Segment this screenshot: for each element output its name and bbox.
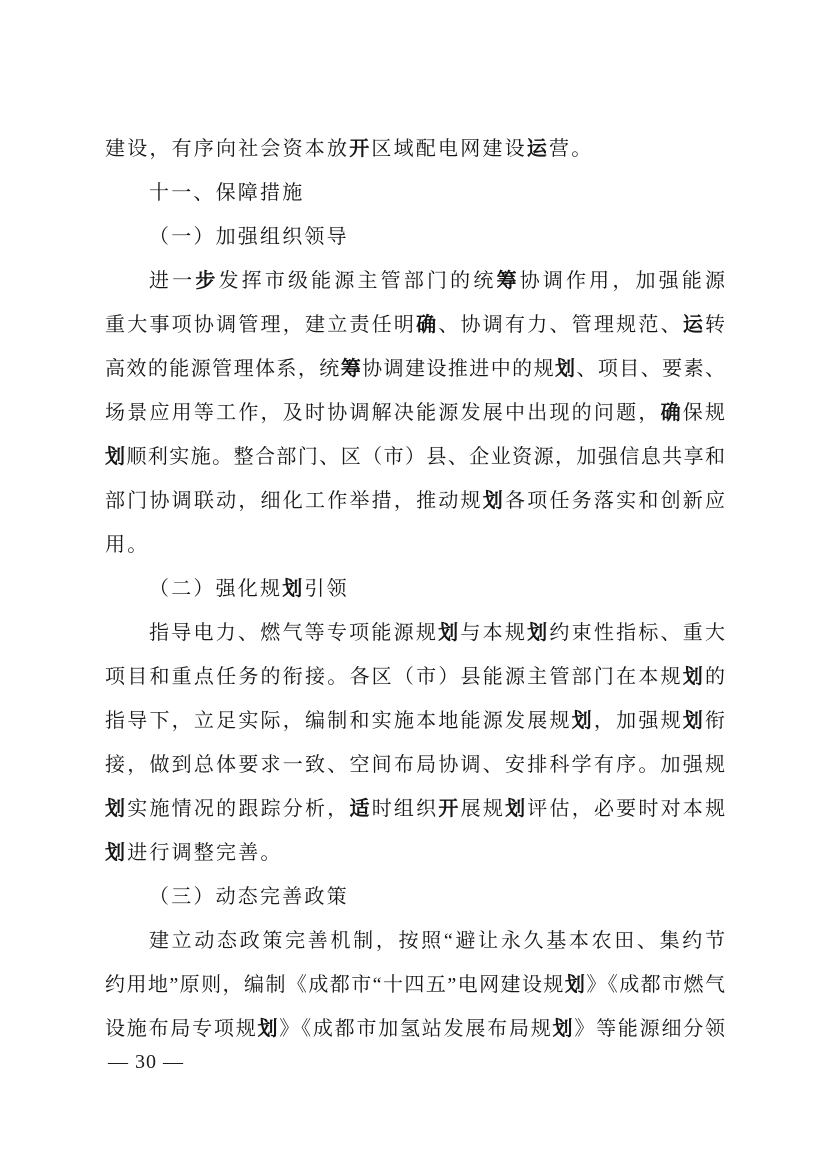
body-line: 接，做到总体要求一致、空间布局协调、安排科学有序。加强规 bbox=[105, 754, 725, 776]
body-line: 划进行调整完善。 bbox=[105, 842, 283, 864]
body-line: 设施布局专项规划》《成都市加氢站发展布局规划》等能源细分领 bbox=[105, 1018, 726, 1040]
body-line: 高效的能源管理体系，统筹协调建设推进中的规划、项目、要素、 bbox=[105, 358, 726, 380]
heading-line: （三）动态完善政策 bbox=[149, 886, 349, 908]
body-line: 场景应用等工作，及时协调解决能源发展中出现的问题，确保规 bbox=[105, 402, 726, 424]
document-body bbox=[105, 127, 725, 1051]
heading-line: （二）强化规划引领 bbox=[149, 578, 349, 600]
body-line: 用。 bbox=[105, 534, 150, 556]
page-number: — 30 — bbox=[108, 1051, 184, 1073]
body-line: 建设，有序向社会资本放开区域配电网建设运营。 bbox=[105, 138, 594, 160]
body-line: 重大事项协调管理，建立责任明确、协调有力、管理规范、运转 bbox=[105, 314, 726, 336]
heading-line: 十一、保障措施 bbox=[149, 182, 305, 204]
body-line: 指导下，立足实际，编制和实施本地能源发展规划，加强规划衔 bbox=[105, 710, 726, 732]
heading-line: （一）加强组织领导 bbox=[149, 226, 349, 248]
body-line: 划顺利实施。整合部门、区（市）县、企业资源，加强信息共享和 bbox=[105, 446, 726, 468]
body-line: 项目和重点任务的衔接。各区（市）县能源主管部门在本规划的 bbox=[105, 666, 726, 688]
body-line: 建立动态政策完善机制，按照“避让永久基本农田、集约节 bbox=[149, 930, 725, 952]
body-line: 指导电力、燃气等专项能源规划与本规划约束性指标、重大 bbox=[149, 622, 726, 644]
body-line: 约用地”原则，编制《成都市“十四五”电网建设规划》《成都市燃气 bbox=[105, 974, 725, 996]
body-line: 划实施情况的跟踪分析，适时组织开展规划评估，必要时对本规 bbox=[105, 798, 726, 820]
body-line: 进一步发挥市级能源主管部门的统筹协调作用，加强能源 bbox=[149, 270, 726, 292]
body-line: 部门协调联动，细化工作举措，推动规划各项任务落实和创新应 bbox=[105, 490, 726, 512]
